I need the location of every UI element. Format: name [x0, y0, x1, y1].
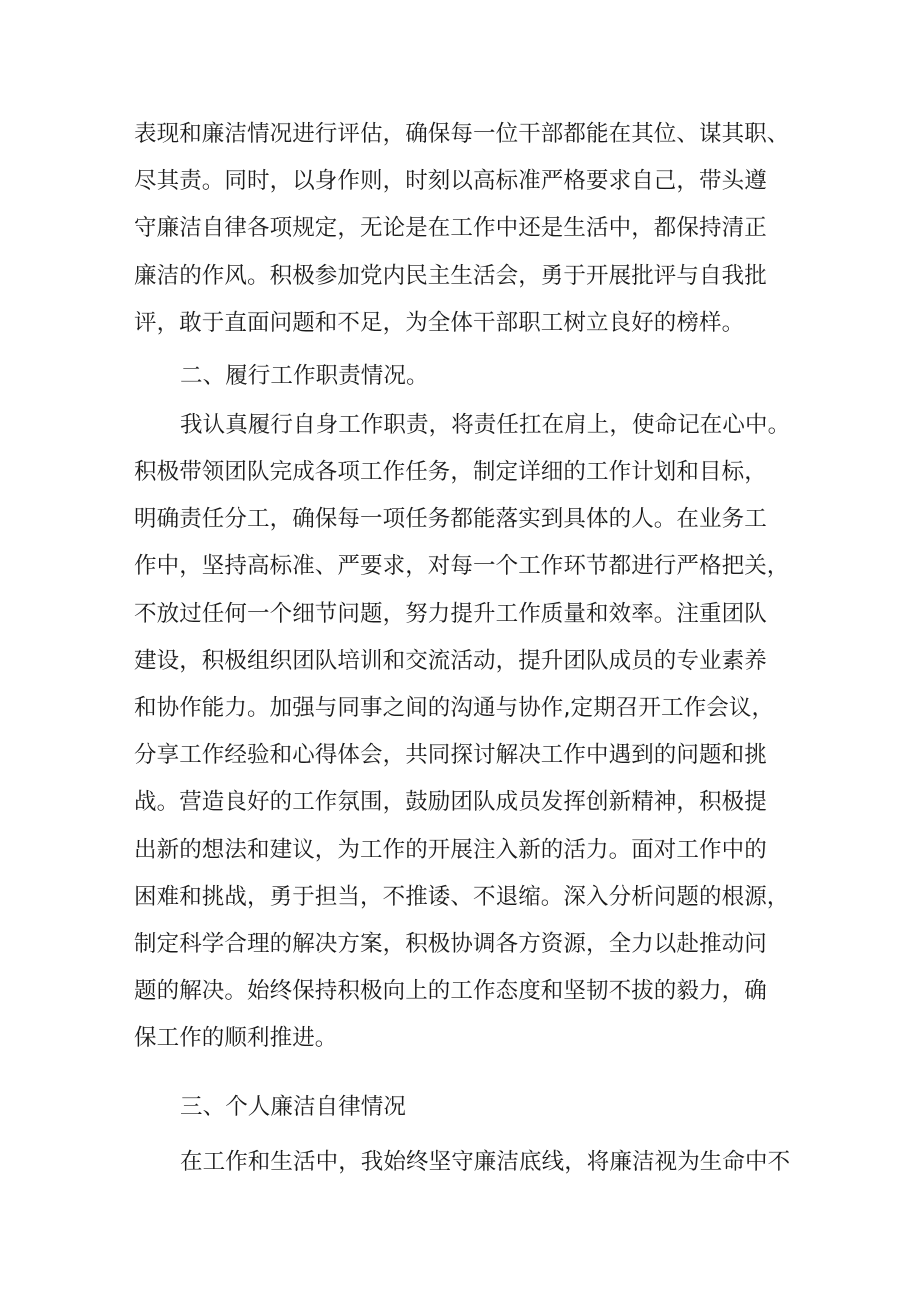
text-line: 守廉洁自律各项规定，无论是在工作中还是生活中，都保持清正 — [134, 215, 767, 241]
text-line: 保工作的顺利推进。 — [134, 1025, 338, 1051]
text-line: 积极带领团队完成各项工作任务，制定详细的工作计划和目标， — [134, 459, 767, 485]
text-line: 作中，坚持高标准、严要求，对每一个工作环节都进行严格把关， — [134, 553, 790, 579]
text-line: 题的解决。始终保持积极向上的工作态度和坚韧不拔的毅力，确 — [134, 978, 767, 1004]
text-line: 困难和挑战，勇于担当，不推诿、不退缩。深入分析问题的根源， — [134, 884, 790, 910]
text-line: 我认真履行自身工作职责，将责任扛在肩上，使命记在心中。 — [180, 412, 791, 438]
text-line: 廉洁的作风。积极参加党内民主生活会，勇于开展批评与自我批 — [134, 263, 767, 289]
text-line: 分享工作经验和心得体会，共同探讨解决工作中遇到的问题和挑 — [134, 742, 767, 768]
section-heading: 二、履行工作职责情况。 — [180, 363, 429, 389]
text-line: 战。营造良好的工作氛围，鼓励团队成员发挥创新精神，积极提 — [134, 789, 767, 815]
text-line: 评，敢于直面问题和不足，为全体干部职工树立良好的榜样。 — [134, 310, 745, 336]
text-line: 表现和廉洁情况进行评估，确保每一位干部都能在其位、谋其职、 — [134, 121, 790, 147]
text-line: 不放过任何一个细节问题，努力提升工作质量和效率。注重团队 — [134, 601, 767, 627]
text-line: 和协作能力。加强与同事之间的沟通与协作,定期召开工作会议， — [134, 695, 775, 721]
section-heading: 三、个人廉洁自律情况 — [180, 1094, 407, 1120]
text-line: 出新的想法和建议，为工作的开展注入新的活力。面对工作中的 — [134, 837, 767, 863]
text-line: 在工作和生活中，我始终坚守廉洁底线，将廉洁视为生命中不 — [180, 1149, 791, 1175]
text-line: 制定科学合理的解决方案，积极协调各方资源，全力以赴推动问 — [134, 931, 767, 957]
text-line: 尽其责。同时，以身作则，时刻以高标准严格要求自己，带头遵 — [134, 168, 767, 194]
text-line: 明确责任分工，确保每一项任务都能落实到具体的人。在业务工 — [134, 506, 767, 532]
text-line: 建设，积极组织团队培训和交流活动，提升团队成员的专业素养 — [134, 648, 767, 674]
